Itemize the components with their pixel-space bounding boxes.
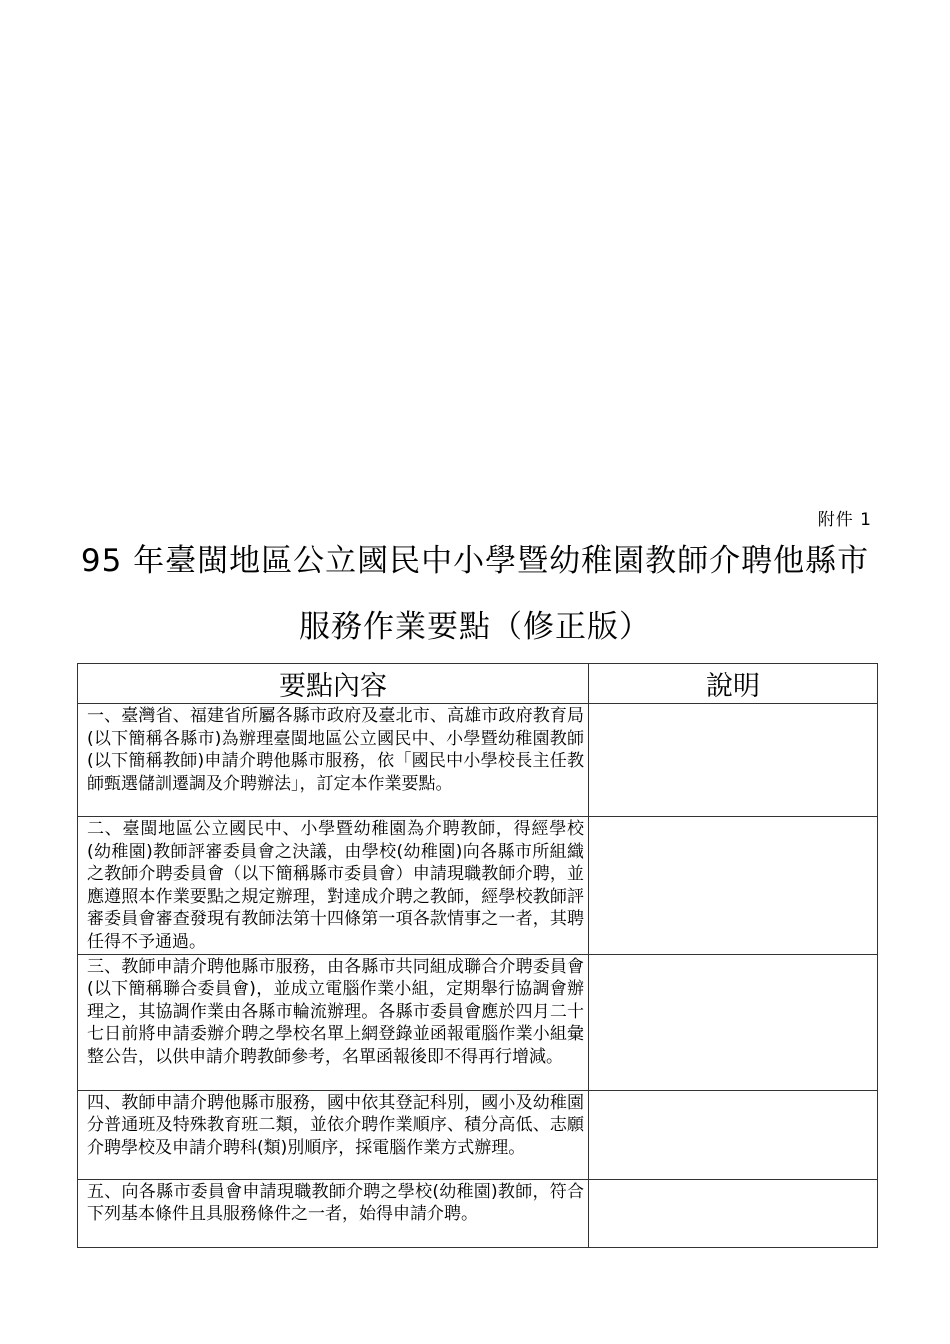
table-row bbox=[78, 1179, 878, 1247]
table-header-row bbox=[78, 664, 878, 704]
point-content: 一、臺灣省、福建省所屬各縣市政府及臺北市、高雄市政府教育局(以下簡稱各縣市)為辦理臺閩地區公立國民中、小學暨幼稚園教師(以下簡稱教師)申請介聘他縣市服務，依「國民中小學校長主任教師甄選儲訓遷調及介聘辦法」，訂定本作業要點。 bbox=[78, 704, 589, 817]
point-explanation bbox=[589, 817, 878, 955]
point-content: 三、教師申請介聘他縣市服務，由各縣市共同組成聯合介聘委員會(以下簡稱聯合委員會)，並成立電腦作業小組，定期舉行協調會辦理之，其協調作業由各縣市輪流辦理。各縣市委員會應於四月二十七日前將申請委辦介聘之學校名單上網登錄並函報電腦作業小組彙整公告，以供申請介聘教師參考，名單函報後即不得再行增減。 bbox=[78, 954, 589, 1090]
title-line-1: 95 年臺閩地區公立國民中小學暨幼稚園教師介聘他縣市 bbox=[80, 543, 870, 579]
column-header-explanation: 說明 bbox=[589, 664, 878, 704]
point-explanation bbox=[589, 1090, 878, 1179]
point-explanation bbox=[589, 704, 878, 817]
point-content: 二、臺閩地區公立國民中、小學暨幼稚園為介聘教師，得經學校(幼稚園)教師評審委員會之決議，由學校(幼稚園)向各縣市所組織之教師介聘委員會（以下簡稱縣市委員會）申請現職教師介聘，並應遵照本作業要點之規定辦理，對達成介聘之教師，經學校教師評審委員會審查發現有教師法第十四條第一項各款情事之一者，其聘任得不予通過。 bbox=[78, 817, 589, 955]
table-row bbox=[78, 954, 878, 1090]
points-table bbox=[77, 663, 878, 1248]
table-row bbox=[78, 1090, 878, 1179]
document-title bbox=[60, 528, 890, 660]
attachment-label: 附件 1 bbox=[817, 510, 872, 530]
column-header-content: 要點內容 bbox=[78, 664, 589, 704]
point-content: 四、教師申請介聘他縣市服務，國中依其登記科別，國小及幼稚園分普通班及特殊教育班二類，並依介聘作業順序、積分高低、志願介聘學校及申請介聘科(類)別順序，採電腦作業方式辦理。 bbox=[78, 1090, 589, 1179]
point-content: 五、向各縣市委員會申請現職教師介聘之學校(幼稚園)教師，符合下列基本條件且具服務條件之一者，始得申請介聘。 bbox=[78, 1179, 589, 1247]
point-explanation bbox=[589, 954, 878, 1090]
title-line-2: 服務作業要點（修正版） bbox=[299, 609, 651, 645]
point-explanation bbox=[589, 1179, 878, 1247]
table-row bbox=[78, 704, 878, 817]
table-row bbox=[78, 817, 878, 955]
